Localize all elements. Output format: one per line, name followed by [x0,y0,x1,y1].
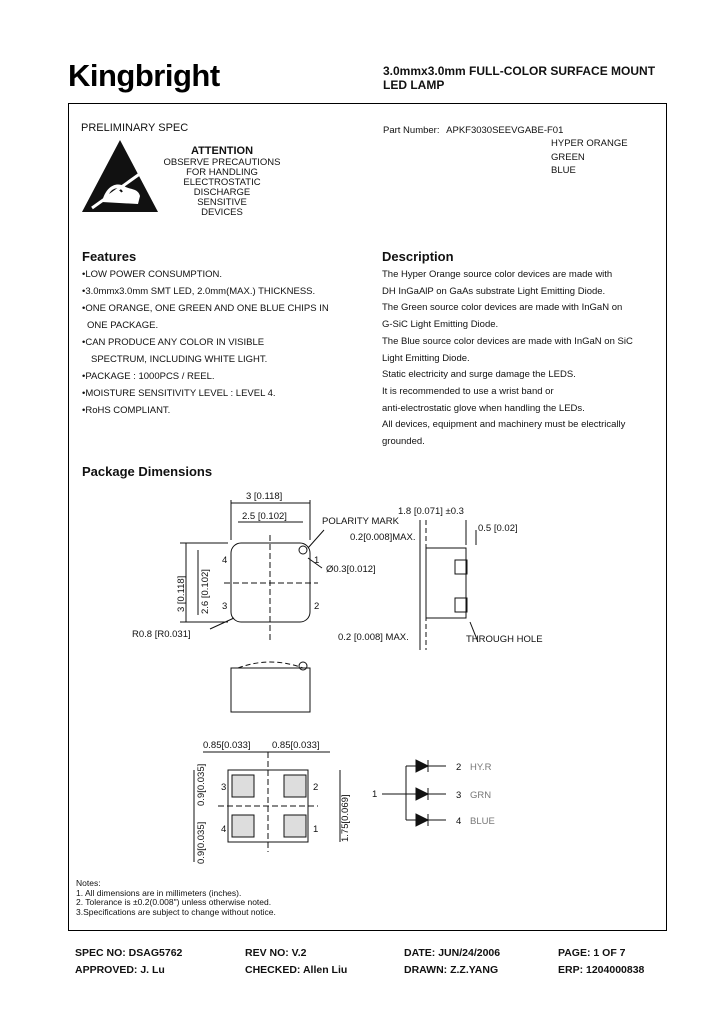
dim-25: 2.5 [0.102] [242,511,287,522]
attention-heading: ATTENTION [190,145,254,157]
part-number-label: Part Number: [383,125,440,136]
erp: ERP: 1204000838 [558,964,645,976]
dim-3-left: 3 [0.118] [176,575,187,612]
feature-item: •3.0mmx3.0mm SMT LED, 2.0mm(MAX.) THICKNESS. [82,286,316,297]
description-line: DH InGaAlP on GaAs substrate Light Emitting Diode. [382,285,606,297]
circuit-name: GRN [470,790,492,801]
feature-item: •ONE ORANGE, ONE GREEN AND ONE BLUE CHIPS IN [82,303,329,314]
diode-icon [416,814,428,826]
spec-no: SPEC NO: DSAG5762 [75,947,183,959]
dim-02max-top: 0.2[0.008]MAX. [350,532,416,543]
description-line: It is recommended to use a wrist band or [382,385,554,397]
dim-3-top: 3 [0.118] [246,491,283,502]
circuit-name: BLUE [470,816,495,827]
package-heading: Package Dimensions [82,464,213,479]
feature-item: •MOISTURE SENSITIVITY LEVEL : LEVEL 4. [82,388,276,399]
dim-05: 0.5 [0.02] [478,523,518,534]
attention-line: DISCHARGE [193,187,251,198]
circuit-pin: 4 [456,816,462,827]
description-line: The Blue source color devices are made with InGaN on SiC [382,335,633,347]
checked: CHECKED: Allen Liu [245,964,348,976]
diode-icon [416,760,428,772]
attention-line: SENSITIVE [197,197,247,208]
side-view-body [231,668,310,712]
part-number-value: APKF3030SEEVGABE-F01 [446,125,564,136]
feature-item: •CAN PRODUCE ANY COLOR IN VISIBLE [82,337,265,348]
feature-item: •PACKAGE : 1000PCS / REEL. [82,371,215,382]
dim-175: 1.75[0.069] [340,794,351,842]
color-hyper-orange: HYPER ORANGE [551,138,628,149]
dim-r08: R0.8 [R0.031] [132,629,191,640]
pad-label: 1 [313,824,319,835]
feature-item: •RoHS COMPLIANT. [82,405,171,416]
title-line-2: LED LAMP [383,78,445,92]
attention-line: ELECTROSTATIC [183,177,261,188]
dim-09-a: 0.9[0.035] [196,763,207,806]
description-line: Light Emitting Diode. [382,352,470,364]
feature-item: •LOW POWER CONSUMPTION. [82,269,223,280]
features-heading: Features [82,249,137,264]
title-line-1: 3.0mmx3.0mm FULL-COLOR SURFACE MOUNT [383,64,656,78]
polarity-label: POLARITY MARK [322,516,399,527]
pin-label: 1 [314,555,320,566]
feature-item: ONE PACKAGE. [87,320,159,331]
description-line: The Hyper Orange source color devices are made with [382,269,613,280]
description-heading: Description [382,249,454,264]
description-line: The Green source color devices are made with InGaN on [382,302,623,314]
diode-icon [416,788,428,800]
pad-label: 3 [221,782,227,793]
date: DATE: JUN/24/2006 [404,947,501,959]
circuit-name: HY.R [470,762,492,773]
brand-logo: Kingbright [68,58,220,93]
circuit-pin: 2 [456,762,462,773]
description-line: G-SiC Light Emitting Diode. [382,319,499,331]
note-line: 3.Specifications are subject to change without notice. [76,906,276,917]
circuit-pin: 3 [456,790,462,801]
rev-no: REV NO: V.2 [245,947,307,959]
dim-085-a: 0.85[0.033] [203,740,251,751]
feature-item: SPECTRUM, INCLUDING WHITE LIGHT. [91,354,268,365]
pin-label: 2 [314,601,320,612]
dim-18: 1.8 [0.071] ±0.3 [398,506,464,517]
description-line: grounded. [382,436,425,448]
note-line: 2. Tolerance is ±0.2(0.008") unless otherwise noted. [76,897,272,907]
page-number: PAGE: 1 OF 7 [558,947,626,959]
attention-line: OBSERVE PRECAUTIONS [163,157,281,168]
drawn: DRAWN: Z.Z.YANG [404,964,499,976]
spec-status: PRELIMINARY SPEC [81,122,189,134]
attention-line: DEVICES [201,207,243,218]
polarity-mark-icon [299,546,307,554]
pad-label: 2 [313,782,319,793]
notes [76,879,276,917]
through-hole-label: THROUGH HOLE [466,634,543,645]
description-line: Static electricity and surge damage the LEDS. [382,369,576,381]
note-line: 1. All dimensions are in millimeters (inches). [76,887,242,898]
color-green: GREEN [551,151,585,163]
dim-26: 2.6 [0.102] [200,569,211,614]
pin-label: 4 [222,555,228,566]
dim-dia: Ø0.3[0.012] [326,564,376,575]
attention-line: FOR HANDLING [186,167,258,178]
circuit-common: 1 [372,789,378,800]
pad-label: 4 [221,824,227,835]
pin-label: 3 [222,601,228,612]
color-blue: BLUE [551,165,576,176]
dim-09-b: 0.9[0.035] [196,821,207,864]
approved: APPROVED: J. Lu [75,964,165,976]
dim-02max-bot: 0.2 [0.008] MAX. [338,632,409,643]
description-line: All devices, equipment and machinery must be electrically [382,419,626,431]
notes-heading: Notes: [76,878,101,888]
description-line: anti-electrostatic glove when handling the LEDs. [382,402,585,414]
dim-085-b: 0.85[0.033] [272,740,320,751]
